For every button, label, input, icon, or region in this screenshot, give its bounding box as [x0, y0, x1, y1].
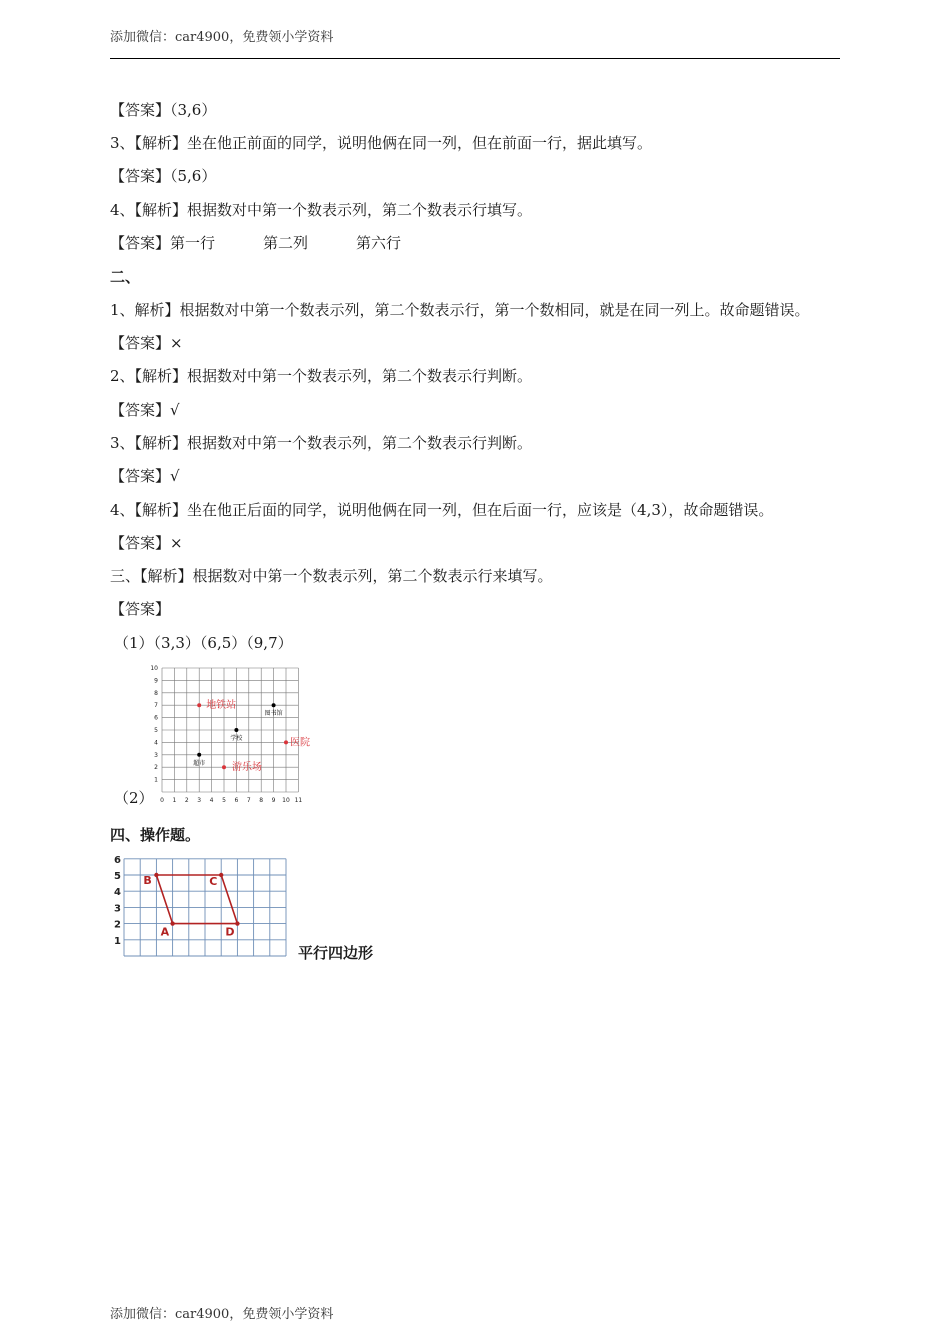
answer-part: 【答案】第一行: [110, 234, 216, 252]
answer-number: （2）: [114, 789, 154, 807]
y-tick-label: 1: [154, 776, 158, 784]
point-label: 学校: [230, 735, 243, 742]
x-tick-label: 7: [246, 797, 251, 804]
vertex-label: C: [209, 875, 218, 888]
analysis-line: 2、【解析】根据数对中第一个数表示列，第二个数表示行判断。: [110, 367, 533, 385]
vertex-label: B: [143, 874, 152, 887]
point-label: 医院: [290, 737, 310, 749]
analysis-line: 4、【解析】根据数对中第一个数表示列，第二个数表示行填写。: [110, 201, 533, 219]
vertex-point: [154, 873, 158, 877]
shape-label: 平行四边形: [298, 944, 374, 962]
x-tick-label: 5: [222, 797, 226, 804]
parallelogram-shape: [156, 875, 237, 924]
data-point: [197, 753, 201, 757]
x-tick-label: 8: [259, 797, 264, 804]
data-point: [197, 703, 201, 707]
answer-line: 【答案】×: [110, 534, 183, 552]
y-tick-label: 2: [154, 764, 158, 772]
parallelogram-grid-chart: [110, 855, 300, 960]
section-heading: 四、操作题。: [110, 826, 201, 844]
analysis-line: 1、解析】根据数对中第一个数表示列，第二个数表示行，第一个数相同，就是在同一列上。故命题错误。: [110, 301, 810, 319]
vertex-point: [170, 921, 174, 925]
answer-line: 【答案】√: [110, 401, 180, 419]
section-heading: 二、: [110, 268, 141, 286]
vertex-point: [219, 873, 223, 877]
data-point: [284, 740, 288, 744]
analysis-line: 3、【解析】坐在他正前面的同学，说明他俩在同一列，但在前面一行，据此填写。: [110, 134, 653, 152]
x-tick-label: 9: [271, 797, 276, 804]
x-tick-label: 10: [282, 797, 290, 804]
data-point: [234, 728, 238, 732]
x-tick-label: 11: [294, 797, 303, 804]
answer-line: 【答案】（3,6）: [110, 101, 217, 119]
point-label: 图书馆: [264, 710, 283, 718]
y-tick-label: 3: [154, 751, 158, 759]
analysis-line: 三、【解析】根据数对中第一个数表示列，第二个数表示行来填写。: [110, 567, 553, 585]
x-tick-label: 1: [172, 797, 177, 804]
page-footer: 添加微信：car4900，免费领小学资料: [110, 1307, 334, 1322]
vertex-point: [235, 921, 239, 925]
y-tick-label: 4: [154, 739, 158, 747]
x-tick-label: 4: [209, 797, 214, 804]
y-tick-label: 10: [150, 665, 158, 672]
vertex-label: A: [160, 925, 170, 939]
analysis-line: 3、【解析】根据数对中第一个数表示列，第二个数表示行判断。: [110, 434, 533, 452]
x-tick-label: 6: [234, 797, 239, 804]
y-tick-label: 6: [114, 855, 121, 866]
y-tick-label: 6: [154, 714, 158, 722]
answer-line: 【答案】×: [110, 334, 183, 352]
answer-coordinates: （1）（3,3）（6,5）（9,7）: [114, 634, 293, 652]
answer-part: 第六行: [356, 234, 402, 252]
header-divider: [110, 58, 840, 59]
y-tick-label: 3: [114, 903, 121, 915]
y-tick-label: 1: [114, 935, 121, 947]
answer-part: 第二列: [263, 234, 309, 252]
answer-line: [110, 233, 401, 253]
point-label: 超市: [193, 759, 206, 767]
y-tick-label: 9: [154, 677, 158, 685]
point-label: 地铁站: [206, 700, 237, 712]
y-tick-label: 8: [154, 689, 158, 697]
coordinate-grid-chart: [145, 660, 320, 808]
page-header: 添加微信：car4900，免费领小学资料: [110, 30, 334, 45]
answer-line: 【答案】: [110, 600, 171, 618]
answer-line: 【答案】（5,6）: [110, 167, 217, 185]
data-point: [222, 765, 226, 769]
vertex-label: D: [225, 925, 235, 939]
answer-line: 【答案】√: [110, 467, 180, 485]
y-tick-label: 4: [114, 887, 121, 899]
y-tick-label: 5: [114, 871, 121, 882]
point-label: 游乐场: [232, 762, 262, 774]
x-tick-label: 2: [184, 797, 189, 804]
analysis-line: 4、【解析】坐在他正后面的同学，说明他俩在同一列，但在后面一行，应该是（4,3），故命题错误。: [110, 501, 774, 519]
x-tick-label: 0: [160, 797, 164, 804]
data-point: [272, 703, 276, 707]
y-tick-label: 2: [114, 919, 121, 931]
y-tick-label: 7: [154, 702, 158, 710]
y-tick-label: 5: [154, 727, 158, 734]
x-tick-label: 3: [197, 797, 202, 804]
